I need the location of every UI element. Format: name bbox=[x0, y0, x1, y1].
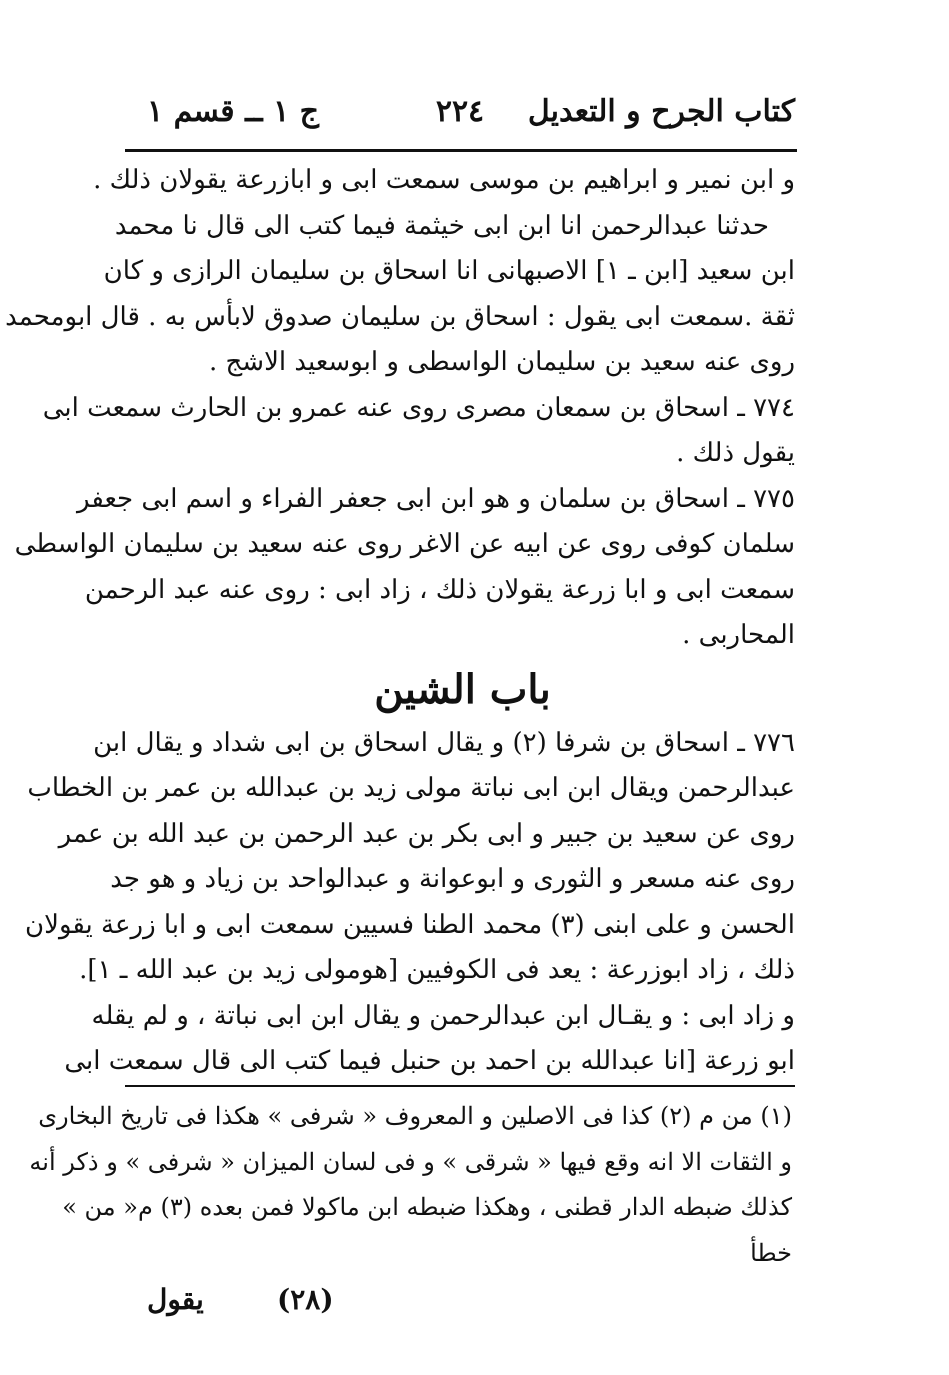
catchword: يقول bbox=[147, 1283, 204, 1316]
entry-774: ٧٧٤ ـ اسحاق بن سمعان مصرى روى عنه عمرو بن الحارث سمعت ابى bbox=[42, 392, 795, 423]
text-line: يقول ذلك . bbox=[676, 438, 795, 468]
text-line: عبدالرحمن ويقال ابن ابى نباتة مولى زيد بن عبدالله بن عمر بن الخطاب bbox=[27, 773, 795, 803]
text-line: روى عنه مسعر و الثورى و ابوعوانة و عبدالواحد بن زياد و هو جد bbox=[110, 864, 795, 894]
text-line: ابن سعيد [ابن ـ ١] الاصبهانى انا اسحاق بن سليمان الرازى و كان bbox=[103, 256, 795, 286]
page-header bbox=[125, 88, 795, 148]
text-line: و زاد ابى : و يقـال ابن عبدالرحمن و يقال ابن ابى نباتة ، و لم يقله bbox=[91, 1000, 795, 1031]
text-line: سمعت ابى و ابا زرعة يقولان ذلك ، زاد ابى : روى عنه عبد الرحمن bbox=[84, 574, 795, 605]
footnotes bbox=[29, 1095, 792, 1277]
book-title: كتاب الجرح و التعديل bbox=[527, 94, 795, 129]
signature-mark: (٢٨) bbox=[277, 1283, 334, 1316]
entry-775: ٧٧٥ ـ اسحاق بن سلمان و هو ابن ابى جعفر الفراء و اسم ابى جعفر bbox=[77, 483, 795, 514]
text-line: سلمان كوفى روى عن ابيه عن الاغر روى عنه سعيد بن سليمان الواسطى bbox=[14, 529, 795, 559]
page-number: ٢٢٤ bbox=[435, 94, 485, 129]
header-rule bbox=[125, 149, 797, 152]
text-line: ثقة .سمعت ابى يقول : اسحاق بن سليمان صدوق لابأس به . قال ابومحمد bbox=[5, 301, 795, 332]
text-line: و ابن نمير و ابراهيم بن موسى سمعت ابى و ابازرعة يقولان ذلك . bbox=[93, 165, 795, 195]
text-line: الحسن و على ابنى (٣) محمد الطنا فسيين سمعت ابى و ابا زرعة يقولان bbox=[25, 909, 795, 940]
footnote-line: و الثقات الا انه وقع فيها « شرقى » و فى لسان الميزان « شرفى » و ذكر أنه bbox=[29, 1147, 792, 1176]
text-line: ذلك ، زاد ابوزرعة : يعد فى الكوفيين [هومولى زيد بن عبد الله ـ ١]. bbox=[79, 955, 795, 985]
page-footer bbox=[125, 1283, 795, 1333]
text-line: المحاربى . bbox=[682, 620, 795, 650]
text-line: ابو زرعة [انا عبدالله بن احمد بن حنبل فيما كتب الى قال سمعت ابى bbox=[64, 1046, 795, 1076]
footnote-line: كذلك ضبطه الدار قطنى ، وهكذا ضبطه ابن ماكولا فمن بعده (٣) م« من » bbox=[62, 1193, 792, 1221]
text-line: روى عن سعيد بن جبير و ابى بكر بن عبد الرحمن بن عبد الله بن عمر bbox=[58, 818, 795, 849]
text-line: روى عنه سعيد بن سليمان الواسطى و ابوسعيد الاشج . bbox=[208, 347, 795, 377]
footnote-line: خطأ bbox=[750, 1238, 792, 1267]
footnote-line: (١) من م (٢) كذا فى الاصلين و المعروف « شرفى » هكذا فى تاريخ البخارى bbox=[38, 1102, 792, 1130]
volume-label: ج ١ ــ قسم ١ bbox=[147, 94, 320, 129]
entry-776: ٧٧٦ ـ اسحاق بن شرفا (٢) و يقال اسحاق بن ابى شداد و يقال ابن bbox=[93, 727, 795, 758]
footnote-rule bbox=[125, 1085, 795, 1087]
text-line: حدثنا عبدالرحمن انا ابن ابى خيثمة فيما كتب الى قال نا محمد bbox=[114, 210, 769, 241]
main-text bbox=[5, 158, 795, 1085]
section-heading: باب الشين bbox=[374, 665, 551, 713]
